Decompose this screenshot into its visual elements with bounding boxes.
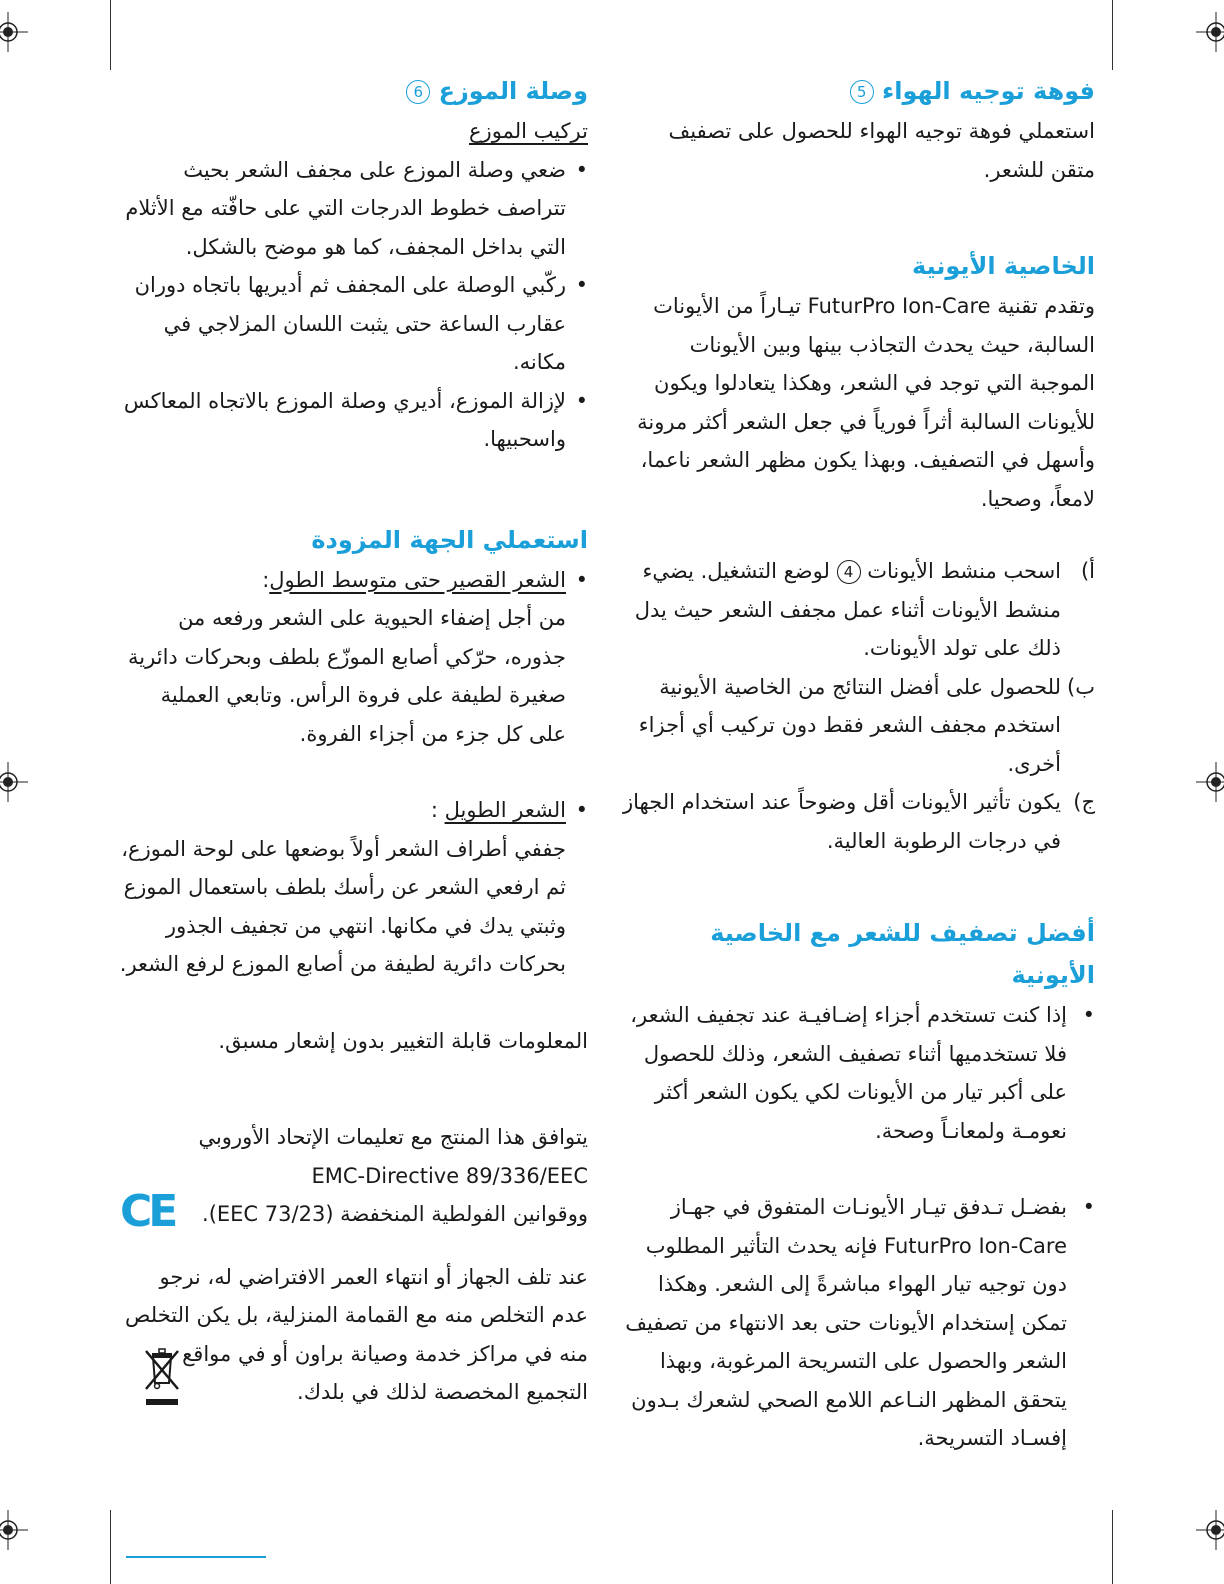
registration-mark-icon — [0, 1510, 28, 1550]
ionic-text: وتقدم تقنية FuturPro Ion-Care تيـاراً من الأيونات السالبة، حيث يحدث التجاذب بينها وبين الأيونات الموجبة التي توجد في الشعر، وهكذا يتعادلوا ويكون للأيونات السالبة أثراً فورياً في جعل الشعر أكثر مرونة وأسهل في التصفيف. وبهذا يكون مظهر الشعر ناعما، لامعاً، وصحيا. — [637, 294, 1095, 511]
ionic-steps — [622, 552, 1095, 860]
right-column — [622, 70, 1095, 1458]
long-hair-text: جففي أطراف الشعر أولاً بوضعها على لوحة الموزع، ثم ارفعي الشعر عن رأسك بلطف باستعمال الموزع وثبتي يدك في مكانها. انتهي من تجفيف الجذور بحركات دائرية لطيفة من أصابع الموزع لرفع الشعر. — [119, 836, 566, 976]
weee-bin-icon — [142, 1345, 182, 1409]
short-hair-item: • الشعر القصير حتى متوسط الطول: من أجل إضفاء الحيوية على الشعر ورفعه من جذوره، حرّكي أصابع الموزّع بلطف وبحركات دائرية صغيرة لطيفة على فروة الرأس. وتابعي العملية على كل جزء من أجزاء الفروة. — [118, 561, 588, 754]
ce-mark-logo: CE — [120, 1186, 175, 1237]
air-nozzle-heading: فوهة توجيه الهواء 5 — [622, 70, 1095, 112]
trim-line — [110, 0, 111, 70]
best-styling-item: • بفضـل تـدفق تيـار الأيونـات المتفوق في جهـاز FuturPro Ion-Care فإنه يحدث التأثير المطلوب دون توجيه تيار الهواء مباشرةً إلى الشعر. وهكذا تمكن إستخدام الأيونات حتى بعد الانتهاء من تصفيف الشعر والحصول على التسريحة المرغوبة، وبهذا يتحقق المظهر النـاعم اللامع الصحي لشعرك بـدون إفسـاد التسريحة. — [622, 1188, 1095, 1458]
best-styling-item: • إذا كنت تستخدم أجزاء إضـافيـة عند تجفيف الشعر، فلا تستخدميها أثناء تصفيف الشعر، وذلك للحصول على أكبر تيار من الأيونات لكي يكون الشعر أكثر نعومـة ولمعانـاً وصحة. — [622, 996, 1095, 1150]
eu-compliance: يتوافق هذا المنتج مع تعليمات الإتحاد الأوروبي EMC-Directive 89/336/EEC ووقوانين الفولطية المنخفضة (73/23 EEC). — [198, 1125, 588, 1226]
ionic-heading: الخاصية الأيونية — [912, 252, 1095, 280]
fitting-subheading: تركيب الموزع — [469, 119, 588, 143]
fitting-item: • لإزالة الموزع، أديري وصلة الموزع بالاتجاه المعاكس واسحبيها. — [118, 382, 588, 459]
registration-mark-icon — [1196, 12, 1224, 52]
long-hair-item: • الشعر الطويل : جففي أطراف الشعر أولاً بوضعها على لوحة الموزع، ثم ارفعي الشعر عن رأسك بلطف باستعمال الموزع وثبتي يدك في مكانها. انتهي من تجفيف الجذور بحركات دائرية لطيفة من أصابع الموزع لرفع الشعر. — [118, 791, 588, 984]
best-styling-heading: أفضل تصفيف للشعر مع الخاصية الأيونية — [710, 919, 1095, 989]
registration-mark-icon — [0, 762, 28, 802]
use-attachment-heading: استعملي الجهة المزودة — [311, 525, 588, 554]
callout-number: 4 — [837, 560, 861, 584]
short-hair-text: من أجل إضفاء الحيوية على الشعر ورفعه من جذوره، حرّكي أصابع الموزّع بلطف وبحركات دائرية صغيرة لطيفة على فروة الرأس. وتابعي العملية على كل جزء من أجزاء الفروة. — [128, 606, 566, 746]
callout-number: 5 — [850, 80, 874, 104]
left-column — [118, 70, 588, 1412]
registration-mark-icon — [1196, 762, 1224, 802]
trim-line — [110, 1510, 111, 1584]
step-c: ج) يكون تأثير الأيونات أقل وضوحاً عند استخدام الجهاز في درجات الرطوبة العالية. — [622, 790, 1095, 853]
footer-rule — [126, 1556, 266, 1558]
disposal-notice: عند تلف الجهاز أو انتهاء العمر الافتراضي له، نرجو عدم التخلص منه مع القمامة المنزلية، بل يكن التخلص منه في مراكز خدمة وصيانة براون أو في مواقع التجميع المخصصة لذلك في بلدك. — [125, 1264, 588, 1404]
long-hair-label: الشعر الطويل — [444, 798, 566, 822]
trim-line — [1112, 0, 1113, 70]
step-a: أ) اسحب منشط الأيونات 4 لوضع التشغيل. يضيء منشط الأيونات أثناء عمل مجفف الشعر حيث يدل ذلك على تولد الأيونات. — [634, 559, 1095, 660]
fitting-item: • ركّبي الوصلة على المجفف ثم أديريها باتجاه دوران عقارب الساعة حتى يثبت اللسان المزلاجي في مكانه. — [118, 266, 588, 382]
fitting-item: • ضعي وصلة الموزع على مجفف الشعر بحيث تتراصف خطوط الدرجات التي على حافّته مع الأثلام التي بداخل المجفف، كما هو موضح بالشكل. — [118, 151, 588, 267]
callout-number: 6 — [406, 80, 430, 104]
info-notice: المعلومات قابلة التغيير بدون إشعار مسبق. — [218, 1028, 588, 1053]
short-hair-label: الشعر القصير حتى متوسط الطول — [269, 567, 566, 592]
registration-mark-icon — [1196, 1510, 1224, 1550]
air-nozzle-text: استعملي فوهة توجيه الهواء للحصول على تصفيف متقن للشعر. — [668, 119, 1095, 182]
trim-line — [1112, 1510, 1113, 1584]
step-b: ب) للحصول على أفضل النتائج من الخاصية الأيونية استخدم مجفف الشعر فقط دون تركيب أي أجزاء أخرى. — [638, 674, 1095, 776]
registration-mark-icon — [0, 12, 28, 52]
diffuser-heading: وصلة الموزع 6 — [118, 70, 588, 112]
